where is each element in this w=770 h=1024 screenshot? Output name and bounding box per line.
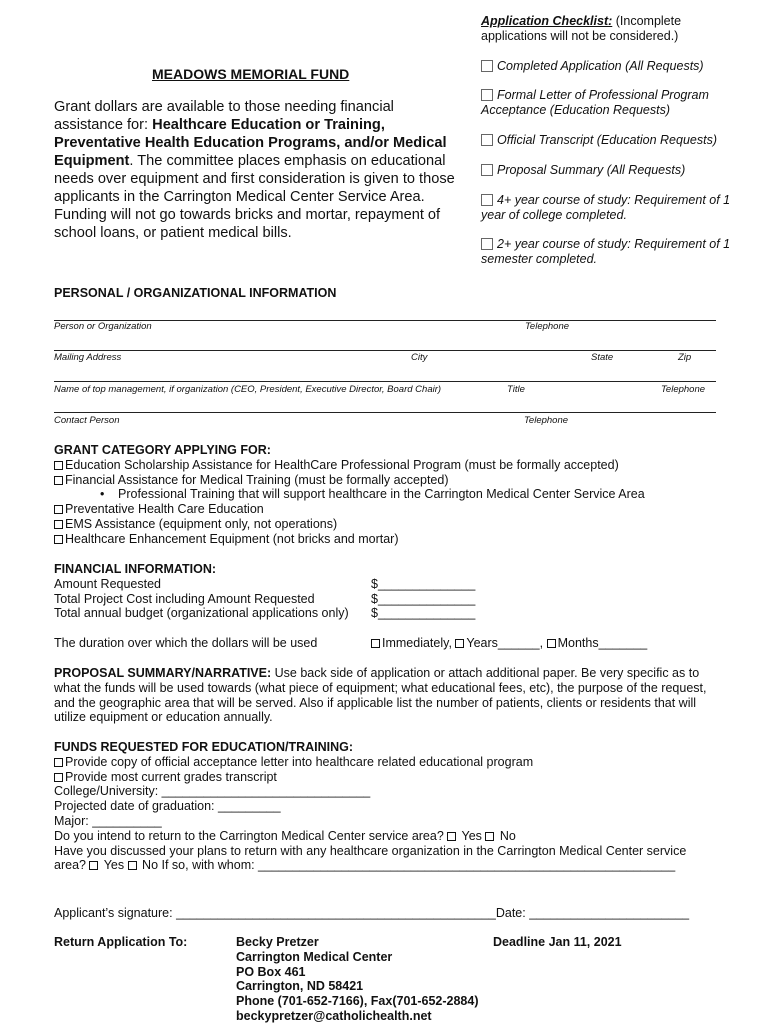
annual-budget-field[interactable]: $______________ [371, 606, 476, 621]
grant-option[interactable]: EMS Assistance (equipment only, not operations) [54, 517, 754, 532]
checklist-item-3: Official Transcript (Education Requests) [481, 133, 717, 148]
checklist-item-4: Proposal Summary (All Requests) [481, 163, 685, 178]
checkbox-icon[interactable] [54, 535, 63, 544]
checklist-note-line2: applications will not be considered.) [481, 29, 679, 43]
checklist-note: (Incomplete [612, 14, 682, 28]
amount-field[interactable]: $______________ [371, 576, 476, 591]
label-zip: Zip [678, 352, 692, 363]
signature-field[interactable]: Applicant’s signature: ______________________________________________ [54, 906, 496, 920]
funds-section [54, 740, 734, 873]
signature-row [54, 906, 734, 921]
discussed-question: Have you discussed your plans to return with any healthcare organization in the Carrington Medical Center service [54, 843, 687, 858]
discussed-answer: area? Yes No If so, with whom: ____________________________________________________________ [54, 858, 676, 873]
funds-item[interactable]: Provide copy of official acceptance letter into healthcare related educational program [54, 755, 734, 770]
field-line[interactable] [54, 320, 716, 321]
funds-item[interactable]: Provide most current grades transcript [54, 770, 734, 785]
label-telephone: Telephone [525, 321, 570, 332]
checkbox-icon[interactable] [54, 758, 63, 767]
deadline: Deadline Jan 11, 2021 [493, 935, 622, 949]
checklist-heading: Application Checklist: [481, 14, 613, 28]
checkbox-icon[interactable] [481, 194, 493, 206]
grant-option[interactable]: Healthcare Enhancement Equipment (not bricks and mortar) [54, 532, 754, 547]
label-city: City [411, 352, 428, 363]
duration-options[interactable]: Immediately, Years______, Months_______ [371, 636, 647, 651]
field-line[interactable] [54, 350, 716, 351]
checkbox-icon[interactable] [54, 461, 63, 470]
checklist-item-6: 2+ year course of study: Requirement of 1 semester completed. [481, 237, 731, 266]
label-telephone-3: Telephone [524, 415, 569, 426]
financial-row: Amount Requested $______________ [54, 576, 476, 591]
page-title: MEADOWS MEMORIAL FUND [152, 66, 350, 82]
field-line[interactable] [54, 381, 716, 382]
field-line[interactable] [54, 412, 716, 413]
grant-category-section [54, 443, 754, 547]
grant-option[interactable]: Education Scholarship Assistance for HealthCare Professional Program (must be formally accepted) [54, 458, 754, 473]
funds-heading: FUNDS REQUESTED FOR EDUCATION/TRAINING: [54, 740, 354, 754]
financial-row: Total Project Cost including Amount Requested $______________ [54, 591, 476, 606]
checkbox-icon[interactable] [481, 89, 493, 101]
checkbox-icon[interactable] [54, 505, 63, 514]
financial-section [54, 562, 754, 621]
checkbox-icon[interactable] [547, 639, 556, 648]
date-field[interactable]: Date: _______________________ [495, 906, 690, 920]
intro-paragraph: Grant dollars are available to those needing financial assistance for: Healthcare Education or Training, Preventative Health Education Programs, and/or Medical Equipment. The committee places emphasis on educational needs over equipment and first consideration is given to those applicants in the Carrington Medical Center Service Area. Funding will not go towards bricks and mortar, repayment of school loans, or patient medical bills. [54, 99, 455, 241]
checkbox-icon[interactable] [54, 476, 63, 485]
checklist-header [481, 14, 751, 29]
label-state: State [591, 352, 614, 363]
label-contact-person: Contact Person [54, 415, 120, 426]
grant-option[interactable]: Financial Assistance for Medical Training (must be formally accepted) [54, 473, 754, 488]
label-title: Title [507, 384, 525, 395]
major-field[interactable]: Major: __________ [54, 813, 162, 828]
checkbox-icon[interactable] [447, 832, 456, 841]
checkbox-icon[interactable] [485, 832, 494, 841]
financial-heading: FINANCIAL INFORMATION: [54, 562, 217, 576]
label-telephone-2: Telephone [661, 384, 706, 395]
return-address: Becky Pretzer Carrington Medical Center PO Box 461 Carrington, ND 58421 Phone (701-652-7166), Fax(701-652-2884) beckypretzer@catholichealth.net [236, 935, 479, 1023]
personal-info-heading: PERSONAL / ORGANIZATIONAL INFORMATION [54, 286, 337, 300]
project-cost-field[interactable]: $______________ [371, 591, 476, 606]
duration-row: The duration over which the dollars will be used Immediately, Years______, Months_______ [54, 636, 648, 650]
label-top-management: Name of top management, if organization (CEO, President, Executive Director, Board Chair) [54, 384, 442, 395]
return-question: Do you intend to return to the Carrington Medical Center service area? Yes No [54, 828, 516, 843]
checklist-item-1: Completed Application (All Requests) [481, 59, 704, 74]
label-mailing-address: Mailing Address [54, 352, 122, 363]
grant-bullet: • Professional Training that will support healthcare in the Carrington Medical Center Service Area [100, 487, 645, 502]
checkbox-icon[interactable] [54, 773, 63, 782]
checkbox-icon[interactable] [455, 639, 464, 648]
application-checklist [481, 14, 751, 44]
checkbox-icon[interactable] [481, 238, 493, 250]
checkbox-icon[interactable] [481, 164, 493, 176]
grant-option[interactable]: Preventative Health Care Education [54, 502, 754, 517]
college-field[interactable]: College/University: ______________________________ [54, 784, 371, 799]
checkbox-icon[interactable] [89, 861, 98, 870]
proposal-heading: PROPOSAL SUMMARY/NARRATIVE: [54, 666, 272, 680]
grant-category-heading: GRANT CATEGORY APPLYING FOR: [54, 443, 271, 457]
graduation-field[interactable]: Projected date of graduation: _________ [54, 799, 281, 814]
checkbox-icon[interactable] [371, 639, 380, 648]
label-person-org: Person or Organization [54, 321, 152, 332]
checkbox-icon[interactable] [54, 520, 63, 529]
whom-field[interactable]: If so, with whom: ____________________________________________________________ [158, 858, 676, 873]
checkbox-icon[interactable] [481, 134, 493, 146]
financial-row: Total annual budget (organizational applications only) $______________ [54, 606, 476, 621]
return-email[interactable]: beckypretzer@catholichealth.net [236, 1008, 432, 1023]
checkbox-icon[interactable] [128, 861, 137, 870]
checkbox-icon[interactable] [481, 60, 493, 72]
return-label: Return Application To: [54, 935, 188, 949]
checklist-item-5: 4+ year course of study: Requirement of 1 year of college completed. [481, 193, 731, 222]
proposal-summary: PROPOSAL SUMMARY/NARRATIVE: Use back side of application or attach additional paper. Be very specific as to what the funds will be used towards (what piece of equipment; what educational fees, etc), the purpose of the request, and the geographic area that will be served. Also if applicable list the number of patients, clients or residents that will utilize equipment or education annually. [54, 666, 707, 725]
checklist-item-2: Formal Letter of Professional Program Acceptance (Education Requests) [481, 88, 709, 117]
bullet-icon: • [100, 487, 105, 502]
